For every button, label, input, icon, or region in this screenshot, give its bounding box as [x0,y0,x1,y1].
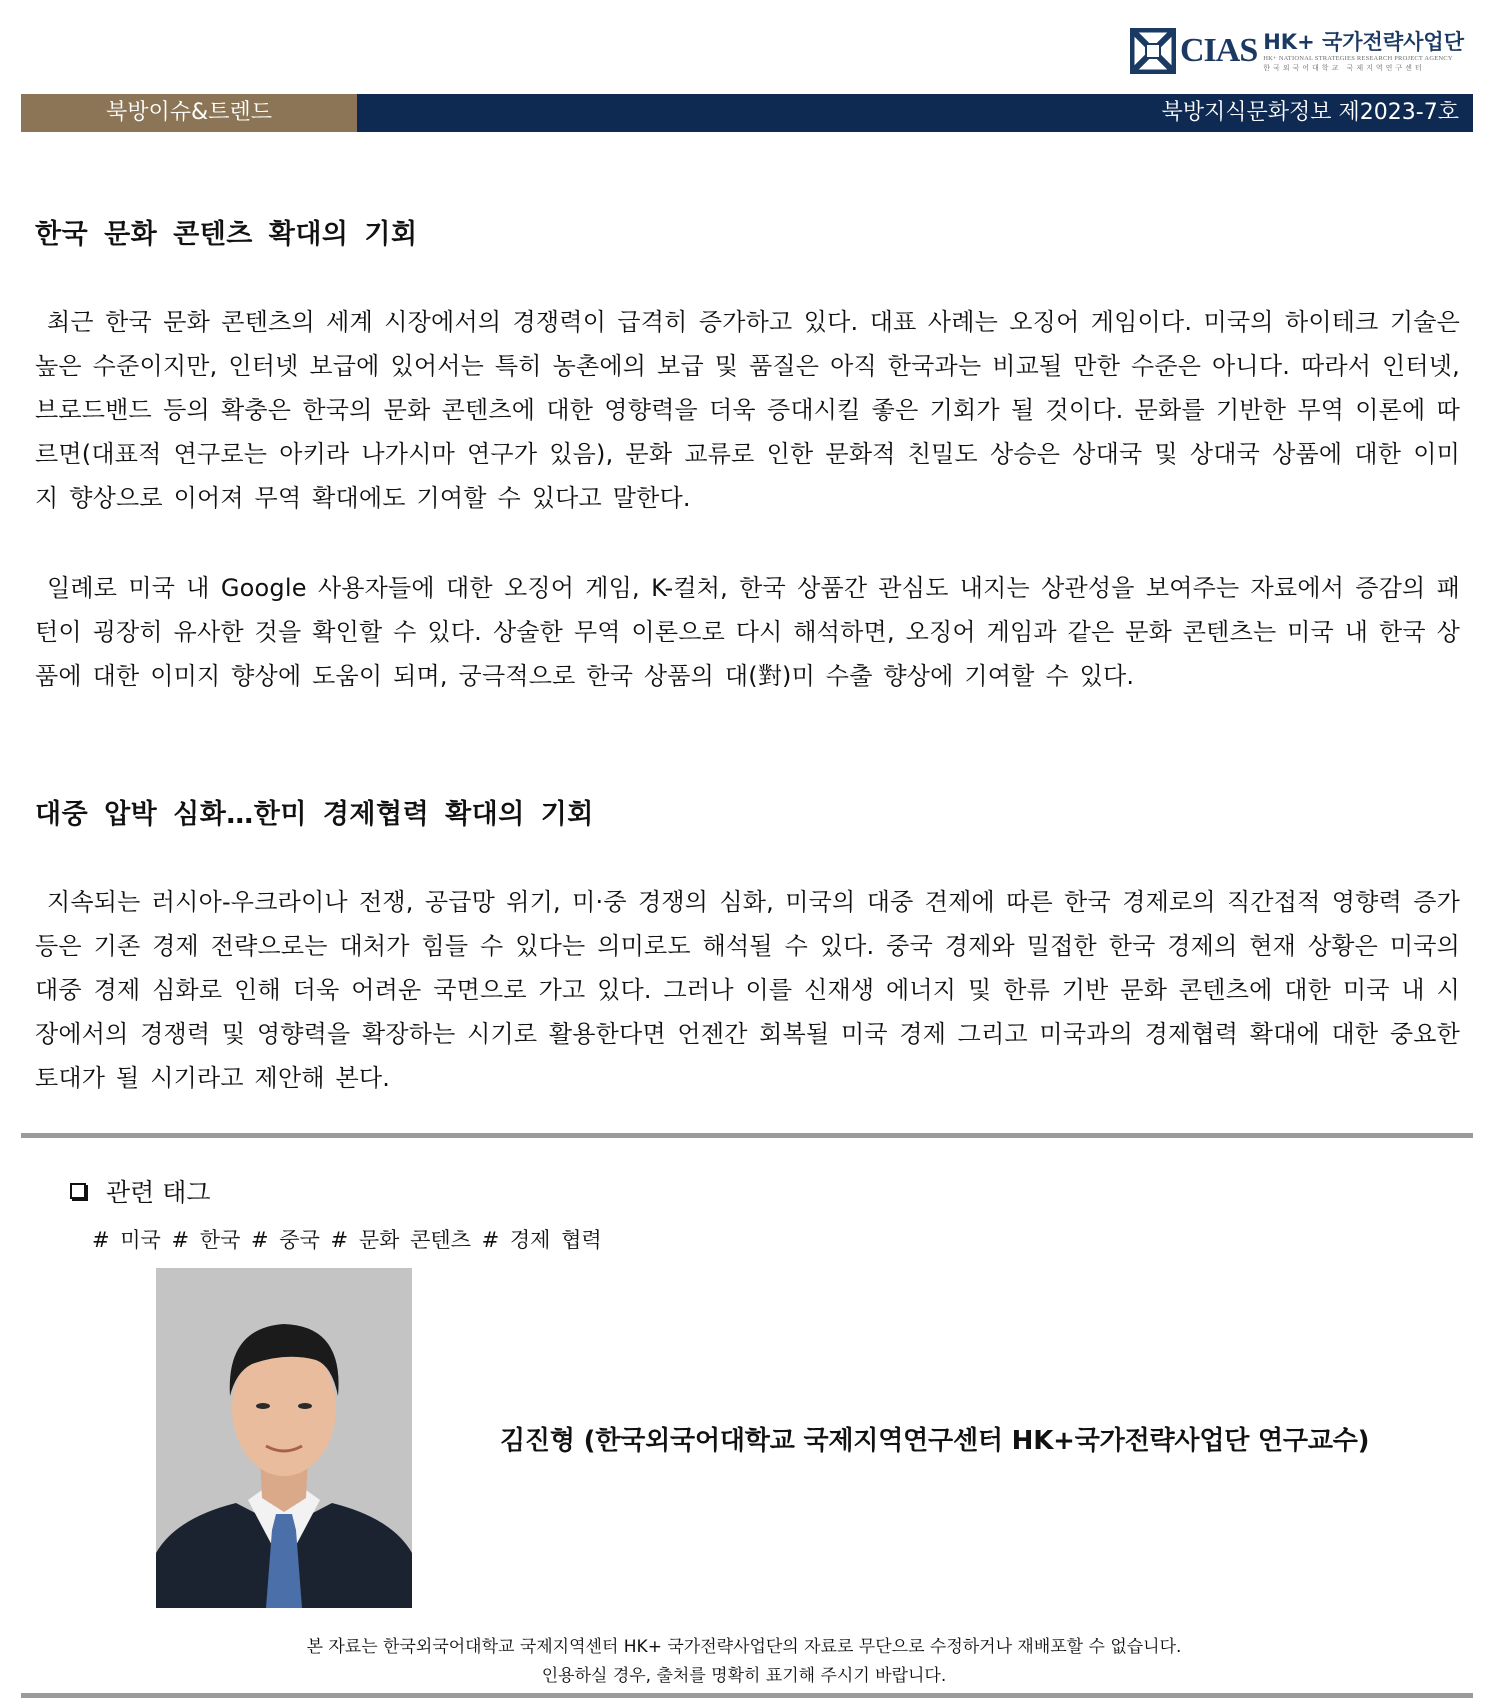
citation-notice: 인용하실 경우, 출처를 명확히 표기해 주시기 바랍니다. [541,1666,947,1686]
tags-title: 관련 태그 [106,1178,211,1207]
author-portrait-icon [156,1268,412,1608]
cias-emblem-icon [1130,28,1176,74]
cias-logo [1130,26,1464,76]
section-heading-2: 대중 압박 심화…한미 경제협력 확대의 기회 [35,799,594,830]
paragraph-2: 일례로 미국 내 Google 사용자들에 대한 오징어 게임, K-컬처, 한국 상품간 관심도 내지는 상관성을 보여주는 자료에서 증감의 패턴이 굉장히 유사한 것을 확인할 수 있다. 상술한 무역 이론으로 다시 해석하면, 오징어 게임과 같은 문화 콘텐츠는 미국 내 한국 상품에 대한 이미지 향상에 도움이 되며, 궁극적으로 한국 상품의 대(對)미 수출 향상에 기여할 수 있다. [35,574,1460,690]
tags-heading [70,1173,211,1209]
paragraph-1: 최근 한국 문화 콘텐츠의 세계 시장에서의 경쟁력이 급격히 증가하고 있다. 대표 사례는 오징어 게임이다. 미국의 하이테크 기술은 높은 수준이지만, 인터넷 보급에 있어서는 특히 농촌에의 보급 및 품질은 아직 한국과는 비교될 만한 수준은 아니다. 따라서 인터넷, 브로드밴드 등의 확충은 한국의 문화 콘텐츠에 대한 영향력을 더욱 증대시킬 좋은 기회가 될 것이다. 문화를 기반한 무역 이론에 따르면(대표적 연구로는 아키라 나가시마 연구가 있음), 문화 교류로 인한 문화적 친밀도 상승은 상대국 및 상대국 상품에 대한 이미지 향상으로 이어져 무역 확대에도 기여할 수 있다고 말한다. [35,308,1460,512]
author-photo [156,1268,412,1608]
category-label: 북방이슈&트렌드 [21,94,357,132]
checkbox-bullet-icon [70,1183,86,1199]
section-heading-1: 한국 문화 콘텐츠 확대의 기회 [35,219,418,250]
logo-cias-text: CIAS [1179,32,1258,69]
header-band [21,94,1473,132]
copyright-notice: 본 자료는 한국외국어대학교 국제지역센터 HK+ 국가전략사업단의 자료로 무단으로 수정하거나 재배포할 수 없습니다. [306,1637,1182,1657]
bottom-divider [21,1693,1473,1698]
logo-title: HK+ 국가전략사업단 [1263,29,1464,54]
logo-title-block [1263,30,1464,73]
divider [21,1133,1473,1138]
logo-subtitle-en: HK+ NATIONAL STRATEGIES RESEARCH PROJECT AGENCY [1263,54,1453,62]
tags-list: # 미국 # 한국 # 중국 # 문화 콘텐츠 # 경제 협력 [92,1228,602,1252]
logo-subtitle-ko: 한국외국어대학교 국제지역연구센터 [1263,63,1425,72]
author-name: 김진형 (한국외국어대학교 국제지역연구센터 HK+국가전략사업단 연구교수) [500,1426,1370,1456]
issue-number: 북방지식문화정보 제2023-7호 [357,94,1473,132]
paragraph-3: 지속되는 러시아-우크라이나 전쟁, 공급망 위기, 미·중 경쟁의 심화, 미국의 대중 견제에 따른 한국 경제로의 직간접적 영향력 증가 등은 기존 경제 전략으로는 대처가 힘들 수 있다는 의미로도 해석될 수 있다. 중국 경제와 밀접한 한국 경제의 현재 상황은 미국의 대중 경제 심화로 인해 더욱 어려운 국면으로 가고 있다. 그러나 이를 신재생 에너지 및 한류 기반 문화 콘텐츠에 대한 미국 내 시장에서의 경쟁력 및 영향력을 확장하는 시기로 활용한다면 언젠간 회복될 미국 경제 그리고 미국과의 경제협력 확대에 대한 중요한 토대가 될 시기라고 제안해 본다. [35,888,1460,1092]
